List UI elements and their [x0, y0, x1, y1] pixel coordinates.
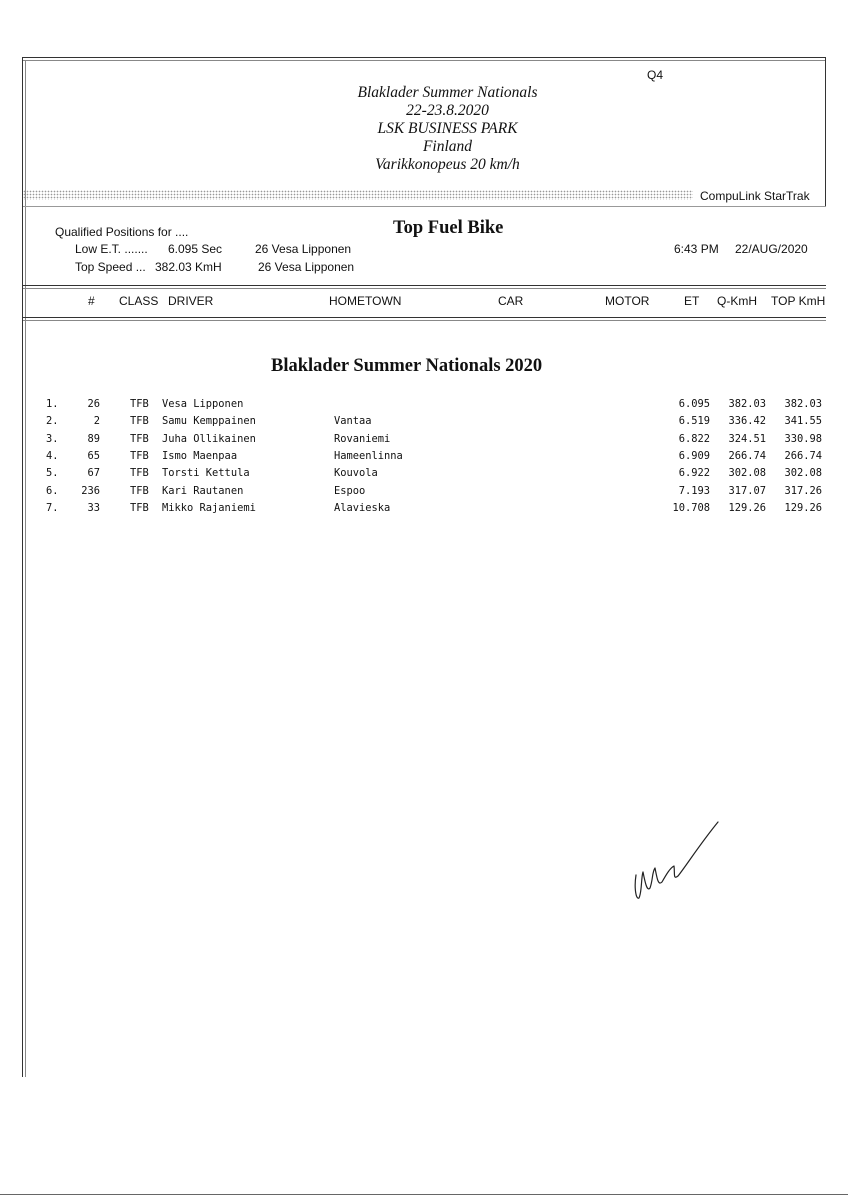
top-speed-driver: 26 Vesa Lipponen	[258, 260, 355, 274]
brand: CompuLink StarTrak	[700, 189, 810, 203]
cell-num: 67	[87, 467, 100, 480]
category-title: Top Fuel Bike	[393, 218, 504, 238]
cell-et: 6.909	[678, 449, 710, 462]
report-date: 22/AUG/2020	[735, 242, 808, 256]
colhead-top-rule	[23, 285, 826, 286]
cell-qkmh: 129.26	[728, 501, 766, 514]
cell-num: 236	[81, 484, 100, 497]
cell-qkmh: 336.42	[728, 415, 766, 428]
cell-qkmh: 302.08	[728, 467, 766, 480]
cell-et: 6.922	[678, 467, 710, 480]
cell-class: TFB	[130, 449, 149, 462]
col-motor: MOTOR	[605, 294, 650, 308]
cell-topkmh: 129.26	[784, 501, 822, 514]
cell-class: TFB	[130, 415, 149, 428]
col-hometown: HOMETOWN	[329, 294, 402, 308]
cell-driver: Mikko Rajaniemi	[162, 501, 256, 514]
cell-topkmh: 302.08	[784, 467, 822, 480]
cell-qkmh: 324.51	[728, 432, 766, 445]
low-et-driver: 26 Vesa Lipponen	[255, 242, 352, 256]
top-speed-value: 382.03 KmH	[155, 260, 222, 274]
cell-num: 65	[87, 449, 100, 462]
cell-num: 89	[87, 432, 100, 445]
cell-num: 26	[87, 398, 100, 410]
cell-driver: Kari Rautanen	[162, 484, 244, 497]
cell-class: TFB	[130, 467, 149, 480]
col-et: ET	[684, 294, 700, 308]
cell-et: 6.822	[678, 432, 710, 445]
cell-class: TFB	[130, 484, 149, 497]
cell-pos: 4.	[46, 449, 59, 462]
cell-hometown: Alavieska	[334, 501, 391, 514]
cell-pos: 2.	[46, 415, 59, 428]
header-divider	[23, 206, 826, 207]
colhead-top-rule2	[23, 288, 826, 289]
cell-topkmh: 341.55	[784, 415, 822, 428]
cell-hometown: Espoo	[334, 484, 366, 497]
cell-driver: Torsti Kettula	[162, 467, 250, 480]
cell-topkmh: 317.26	[784, 484, 822, 497]
signature	[628, 820, 728, 910]
top-speed-label: Top Speed ...	[75, 260, 146, 274]
results-title: Blaklader Summer Nationals 2020	[271, 356, 543, 376]
cell-pos: 7.	[46, 501, 59, 514]
cell-num: 33	[87, 501, 100, 514]
cell-class: TFB	[130, 501, 149, 514]
cell-topkmh: 330.98	[784, 432, 822, 445]
cell-et: 6.095	[678, 398, 710, 410]
cell-class: TFB	[130, 432, 149, 445]
col-qkmh: Q-KmH	[717, 294, 757, 308]
dotted-rule	[23, 190, 693, 200]
col-num: #	[88, 294, 95, 308]
cell-hometown: Rovaniemi	[334, 432, 391, 445]
cell-et: 10.708	[672, 501, 710, 514]
event-venue: LSK BUSINESS PARK	[377, 120, 518, 137]
low-et-label: Low E.T. .......	[75, 242, 148, 256]
col-car: CAR	[498, 294, 524, 308]
cell-driver: Samu Kemppainen	[162, 415, 256, 428]
colhead-bottom-rule2	[23, 320, 826, 321]
cell-pos: 5.	[46, 467, 59, 480]
cell-class: TFB	[130, 398, 149, 410]
cell-pos: 6.	[46, 484, 59, 497]
top-border-inner	[22, 60, 826, 61]
event-pit-speed: Varikkonopeus 20 km/h	[375, 156, 520, 173]
low-et-value: 6.095 Sec	[168, 242, 223, 256]
cell-qkmh: 382.03	[728, 398, 766, 410]
cell-et: 6.519	[678, 415, 710, 428]
col-driver: DRIVER	[168, 294, 214, 308]
qualified-heading: Qualified Positions for ....	[55, 225, 189, 239]
cell-topkmh: 266.74	[784, 449, 822, 462]
bottom-rule	[0, 1194, 848, 1195]
col-topkmh: TOP KmH	[771, 294, 826, 308]
left-border-inner	[25, 60, 26, 1077]
event-title: Blaklader Summer Nationals	[357, 84, 538, 101]
cell-qkmh: 317.07	[728, 484, 766, 497]
cell-pos: 3.	[46, 432, 59, 445]
col-class: CLASS	[119, 294, 159, 308]
event-dates: 22-23.8.2020	[406, 102, 489, 119]
cell-qkmh: 266.74	[728, 449, 766, 462]
page-id: Q4	[647, 68, 664, 82]
cell-num: 2	[93, 415, 100, 428]
cell-driver: Ismo Maenpaa	[162, 449, 238, 462]
cell-driver: Juha Ollikainen	[162, 432, 256, 445]
top-border	[22, 57, 826, 58]
cell-hometown: Vantaa	[334, 415, 372, 428]
cell-hometown: Hameenlinna	[334, 449, 403, 462]
cell-driver: Vesa Lipponen	[162, 398, 244, 410]
cell-hometown: Kouvola	[334, 467, 378, 480]
cell-pos: 1.	[46, 398, 59, 410]
cell-et: 7.193	[678, 484, 710, 497]
colhead-bottom-rule	[23, 317, 826, 318]
report-time: 6:43 PM	[674, 242, 719, 256]
cell-topkmh: 382.03	[784, 398, 822, 410]
left-border	[22, 57, 23, 1077]
event-country: Finland	[422, 138, 473, 155]
